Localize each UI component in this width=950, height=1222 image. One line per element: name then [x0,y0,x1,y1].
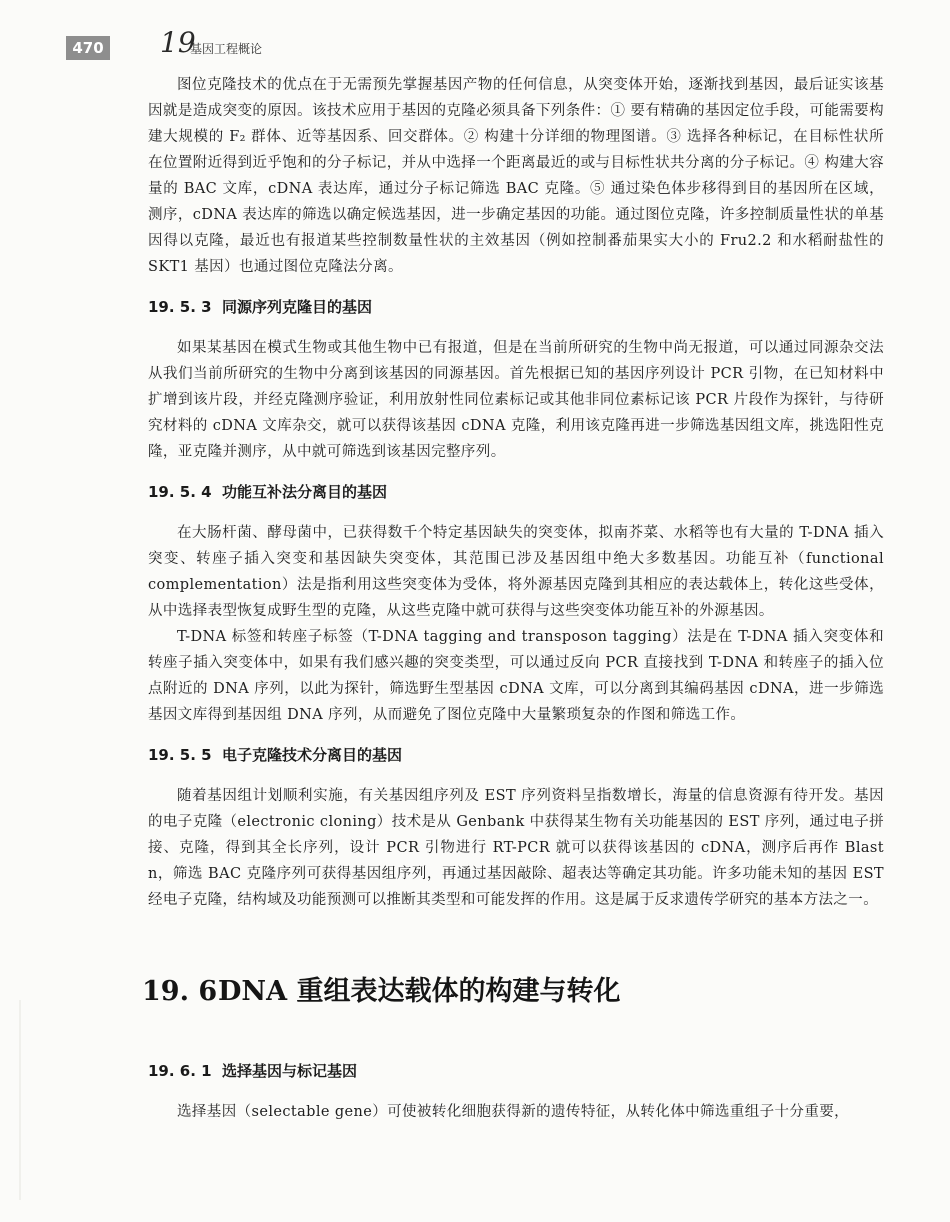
page-header [0,28,950,68]
paragraph-map-based-cloning: 图位克隆技术的优点在于无需预先掌握基因产物的任何信息，从突变体开始，逐渐找到基因，最后证实该基因就是造成突变的原因。该技术应用于基因的克隆必须具备下列条件：① 要有精确的基因定位手段，可能需要构建大规模的 F₂ 群体、近等基因系、回交群体。② 构建十分详细的物理图谱。③ 选择各种标记，在目标性状所在位置附近得到近乎饱和的分子标记，并从中选择一个距离最近的或与目标性状共分离的分子标记。④ 构建大容量的 BAC 文库，cDNA 表达库，通过分子标记筛选 BAC 克隆。⑤ 通过染色体步移得到目的基因所在区域，测序，cDNA 表达库的筛选以确定候选基因，进一步确定基因的功能。通过图位克隆，许多控制质量性状的单基因得以克隆，最近也有报道某些控制数量性状的主效基因（例如控制番茄果实大小的 Fru2.2 和水稻耐盐性的 SKT1 基因）也通过图位克隆法分离。 [148,77,884,275]
section-heading-19-6-1 [148,1060,884,1081]
page-number: 470 [66,36,110,60]
section-number: 19. 5. 5 [148,746,212,764]
section-number: 19. 5. 3 [148,298,212,316]
chapter-title: 基因工程概论 [190,42,263,56]
paragraph-tagging: T-DNA 标签和转座子标签（T-DNA tagging and transposon tagging）法是在 T-DNA 插入突变体和转座子插入突变体中，如果有我们感兴趣的突变类型，可以通过反向 PCR 直接找到 T-DNA 和转座子的插入位点附近的 DNA 序列，以此为探针，筛选野生型基因 cDNA 文库，可以分离到其编码基因 cDNA，进一步筛选基因文库得到基因组 DNA 序列，从而避免了图位克隆中大量繁琐复杂的作图和筛选工作。 [148,629,884,723]
page-body [142,72,884,1125]
section-title: DNA 重组表达载体的构建与转化 [218,976,621,1007]
section-title: 电子克隆技术分离目的基因 [222,746,403,764]
section-title: 功能互补法分离目的基因 [222,483,388,501]
section-number: 19. 5. 4 [148,483,212,501]
section-heading-19-5-4 [148,481,884,502]
paragraph-functional-complementation: 在大肠杆菌、酵母菌中，已获得数千个特定基因缺失的突变体，拟南芥菜、水稻等也有大量的 T-DNA 插入突变、转座子插入突变和基因缺失突变体，其范围已涉及基因组中绝大多数基因。功能互补（functional complementation）法是指利用这些突变体为受体，将外源基因克隆到其相应的表达载体上，转化这些受体，从中选择表型恢复成野生型的克隆，从这些克隆中就可获得与这些突变体功能互补的外源基因。 [148,525,884,619]
paragraph-electronic-cloning: 随着基因组计划顺利实施，有关基因组序列及 EST 序列资料呈指数增长，海量的信息资源有待开发。基因的电子克隆（electronic cloning）技术是从 Genbank 中获得某生物有关功能基因的 EST 序列，通过电子拼接、克隆，得到其全长序列，设计 PCR 引物进行 RT-PCR 就可以获得该基因的 cDNA，测序后再作 Blast n，筛选 BAC 克隆序列可获得基因组序列，再通过基因敲除、超表达等确定其功能。许多功能未知的基因 EST 经电子克隆，结构域及功能预测可以推断其类型和可能发挥的作用。这是属于反求遗传学研究的基本方法之一。 [148,788,884,908]
section-number: 19. 6. 1 [148,1062,212,1080]
section-title: 选择基因与标记基因 [222,1062,358,1080]
section-heading-19-5-5 [148,744,884,765]
section-heading-19-5-3 [148,296,884,317]
section-heading-19-6 [142,969,884,1008]
paragraph-homologous-cloning: 如果某基因在模式生物或其他生物中已有报道，但是在当前所研究的生物中尚无报道，可以通过同源杂交法从我们当前所研究的生物中分离到该基因的同源基因。首先根据已知的基因序列设计 PCR 引物，在已知材料中扩增到该片段，并经克隆测序验证，利用放射性同位素标记或其他非同位素标记该 PCR 片段作为探针，与待研究材料的 cDNA 文库杂交，就可以获得该基因 cDNA 克隆，利用该克隆再进一步筛选基因组文库，挑选阳性克隆，亚克隆并测序，从中就可筛选到该基因完整序列。 [148,340,884,460]
section-title: 同源序列克隆目的基因 [222,298,373,316]
section-number: 19. 6 [142,976,218,1007]
chapter-number: 19 [160,26,196,59]
paragraph-selectable-gene: 选择基因（selectable gene）可使被转化细胞获得新的遗传特征，从转化体中筛选重组子十分重要， [177,1104,850,1120]
